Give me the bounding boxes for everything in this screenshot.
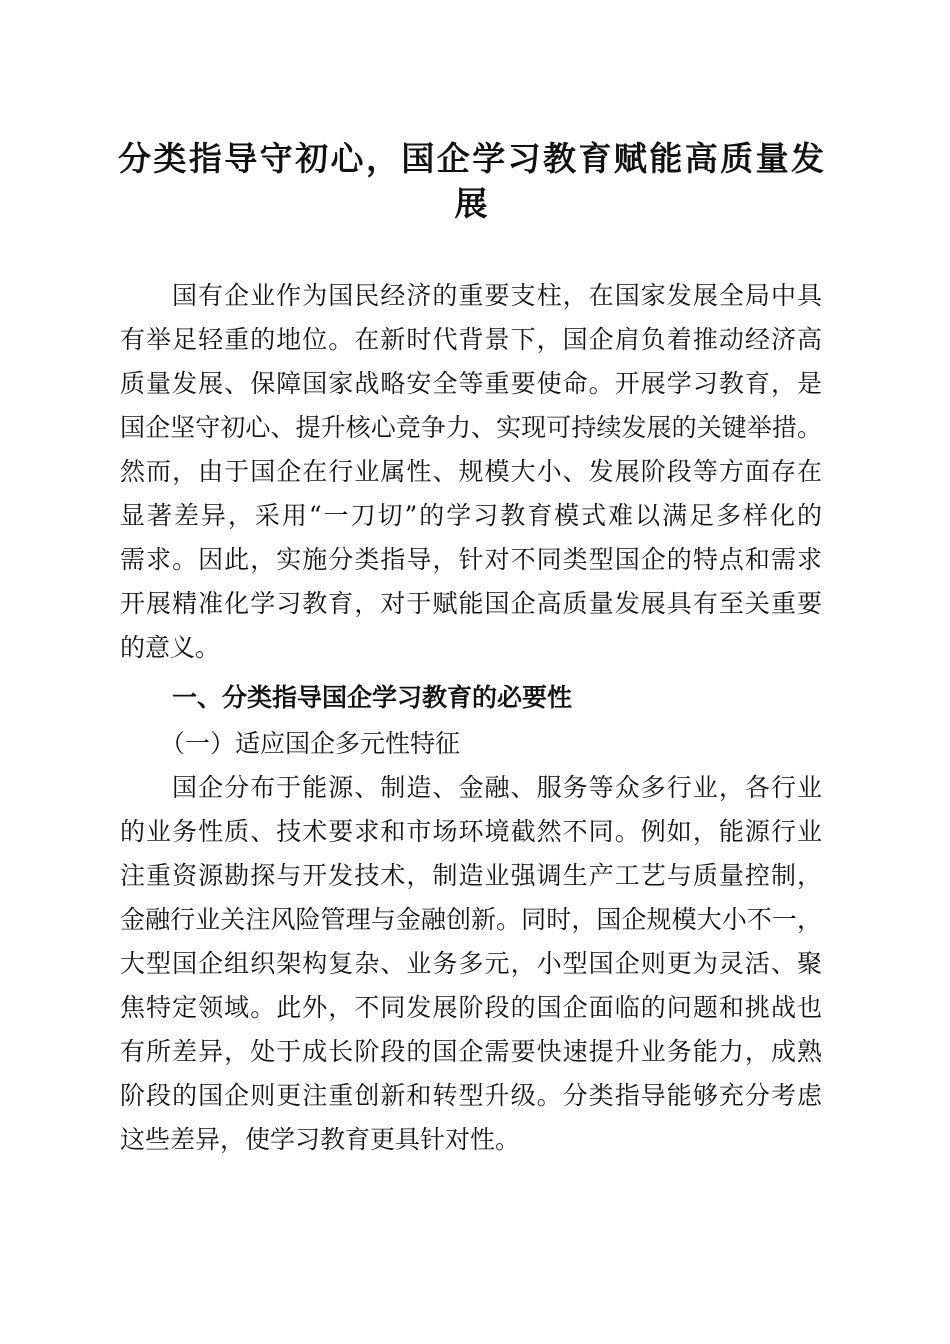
text-line: 开展精准化学习教育，对于赋能国企高质量发展具有至关重要 — [120, 589, 822, 618]
text-line: 显著差异，采用“一刀切”的学习教育模式难以满足多样化的 — [120, 501, 822, 530]
text-line: 质量发展、保障国家战略安全等重要使命。开展学习教育，是 — [120, 369, 822, 398]
title-line: 分类指导守初心，国企学习教育赋能高质量发 — [118, 139, 824, 178]
text-line: 的意义。 — [120, 633, 221, 662]
text-line: 这些差异，使学习教育更具针对性。 — [120, 1125, 521, 1154]
text-line: 国有企业作为国民经济的重要支柱，在国家发展全局中具 — [172, 281, 822, 310]
text-line: 需求。因此，实施分类指导，针对不同类型国企的特点和需求 — [120, 545, 822, 574]
text-line: 国企分布于能源、制造、金融、服务等众多行业，各行业 — [172, 773, 822, 802]
title-line: 展 — [454, 184, 488, 223]
section-paragraph — [120, 766, 822, 1162]
document-title — [118, 136, 824, 226]
text-line: 阶段的国企则更注重创新和转型升级。分类指导能够充分考虑 — [120, 1081, 822, 1110]
text-line: 的业务性质、技术要求和市场环境截然不同。例如，能源行业 — [120, 817, 822, 846]
text-line: 有举足轻重的地位。在新时代背景下，国企肩负着推动经济高 — [120, 325, 822, 354]
text-line: 然而，由于国企在行业属性、规模大小、发展阶段等方面存在 — [120, 457, 822, 486]
text-line: 焦特定领域。此外，不同发展阶段的国企面临的问题和挑战也 — [120, 993, 822, 1022]
text-line: 注重资源勘探与开发技术，制造业强调生产工艺与质量控制， — [120, 861, 822, 890]
intro-paragraph — [120, 274, 822, 670]
text-line: 大型国企组织架构复杂、业务多元，小型国企则更为灵活、聚 — [120, 949, 822, 978]
text-line: 有所差异，处于成长阶段的国企需要快速提升业务能力，成熟 — [120, 1037, 822, 1066]
section-heading: 一、分类指导国企学习教育的必要性 — [172, 683, 573, 712]
text-line: 国企坚守初心、提升核心竞争力、实现可持续发展的关键举措。 — [120, 413, 822, 442]
text-line: 金融行业关注风险管理与金融创新。同时，国企规模大小不一， — [120, 905, 822, 934]
subsection-heading: （一）适应国企多元性特征 — [160, 729, 461, 758]
